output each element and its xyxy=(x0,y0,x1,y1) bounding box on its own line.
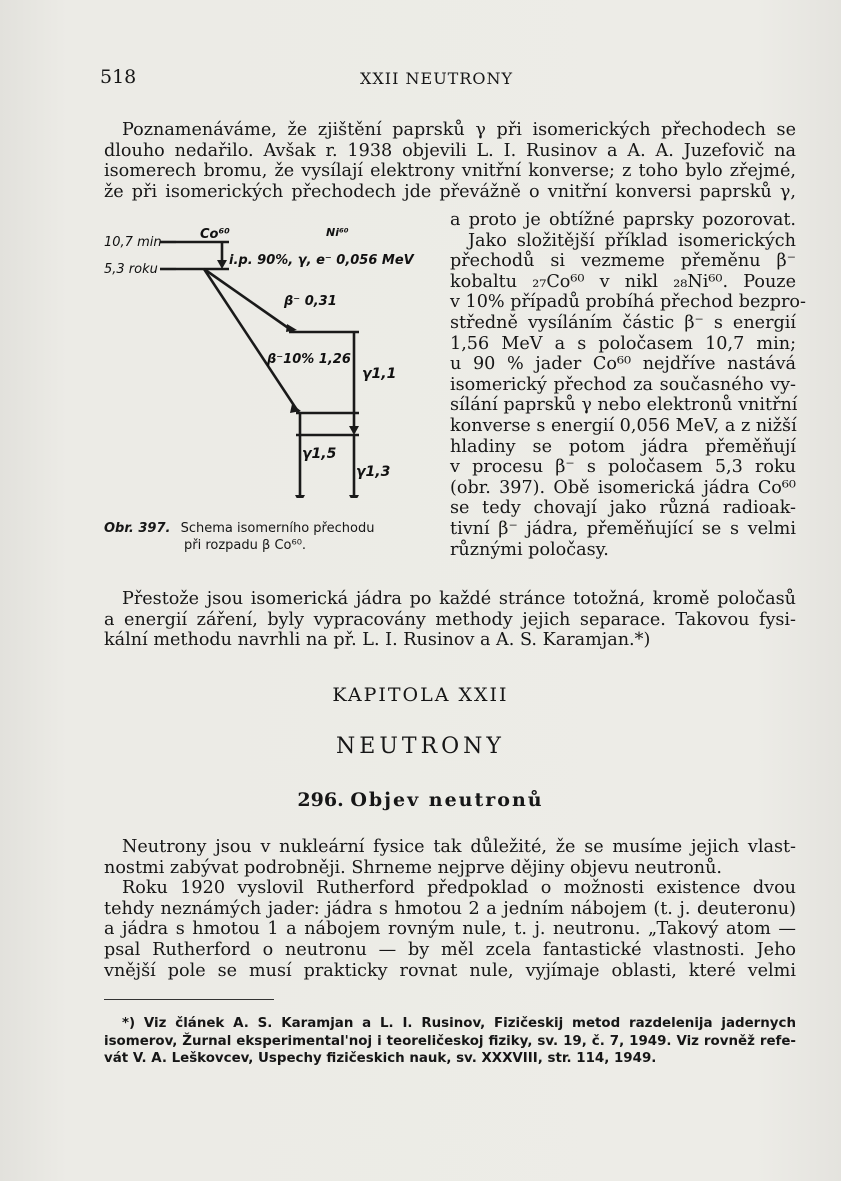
label-parent-nucleus: Co⁶⁰ xyxy=(200,228,230,242)
figure-caption xyxy=(104,520,424,554)
arrowhead xyxy=(349,495,359,498)
decay-scheme-diagram xyxy=(104,228,424,498)
text-line: a energií záření, byly vypracovány methody jejich separace. Takovou fysi- xyxy=(104,609,796,630)
text-line: přechodů si vezmeme přeměnu β⁻ xyxy=(450,251,796,272)
footnote-line: *) Viz článek A. S. Karamjan a L. I. Rusinov, Fizičeskij metod razdelenija jadernych xyxy=(122,1016,796,1031)
label-beta-branch-1: β⁻ 0,31 xyxy=(284,294,337,309)
caption-line-1: Schema isomerního přechodu xyxy=(180,521,375,536)
section-number: 296. xyxy=(297,789,344,811)
text-line: sílání paprsků γ nebo elektronů vnitřní xyxy=(450,395,798,416)
footnote-rule xyxy=(104,999,274,1000)
paragraph-isomeric-gamma xyxy=(104,120,796,202)
label-half-life-bottom: 5,3 roku xyxy=(104,262,158,277)
text-line: Jako složitější příklad isomerických xyxy=(468,230,796,251)
label-daughter-nucleus: Ni⁶⁰ xyxy=(326,228,349,239)
section-title: Objev neutronů xyxy=(350,789,544,811)
label-gamma-1-3: γ1,3 xyxy=(356,464,391,480)
footnote-line: isomerov, Žurnal eksperimental'noj i teoreličeskoj fiziky, sv. 19, č. 7, 1949. Viz rovněž refe- xyxy=(104,1033,796,1049)
footnote xyxy=(104,1015,796,1068)
caption-number: Obr. 397. xyxy=(104,521,171,536)
text-line: různými poločasy. xyxy=(450,539,609,560)
text-line: vnější pole se musí prakticky rovnat nule, vyjímaje oblasti, které velmi xyxy=(104,960,796,981)
text-line: a jádra s hmotou 1 a nábojem rovným nule, t. j. neutronu. „Takový atom — xyxy=(104,919,796,940)
label-isomeric-branch: i.p. 90%, γ, e⁻ 0,056 MeV xyxy=(229,253,414,268)
text-line: isomerech bromu, že vysílají elektrony vnitřní konverse; z toho bylo zřejmé, xyxy=(104,161,796,182)
text-line: středně vysíláním částic β⁻ s energií xyxy=(450,312,796,333)
page-number: 518 xyxy=(100,66,137,88)
label-half-life-top: 10,7 min xyxy=(104,235,162,250)
text-line: se tedy chovají jako různá radioak- xyxy=(450,498,796,519)
text-line: dlouho nedařilo. Avšak r. 1938 objevili L. I. Rusinov a A. A. Juzefovič na xyxy=(104,140,796,161)
text-line: Roku 1920 vyslovil Rutherford předpoklad o možnosti existence dvou xyxy=(122,878,796,899)
section-heading xyxy=(0,789,841,811)
text-line: že při isomerických přechodech jde převážně o vnitřní konversi paprsků γ, xyxy=(104,181,796,202)
label-gamma-1-1: γ1,1 xyxy=(362,366,397,382)
beta-decay-line-2 xyxy=(204,269,299,413)
footnote-line: vát V. A. Leškovcev, Uspechy fizičeskich nauk, sv. XXXVIII, str. 114, 1949. xyxy=(104,1051,657,1067)
running-head: XXII NEUTRONY xyxy=(360,69,514,88)
text-line: Přestože jsou isomerická jádra po každé stránce totožná, kromě poločasů xyxy=(122,589,796,609)
text-line: tehdy neznámých jader: jádra s hmotou 2 a jedním nábojem (t. j. deuteronu) xyxy=(104,898,796,919)
paragraph-neutron-history xyxy=(104,837,796,981)
paragraph-cobalt-example xyxy=(450,210,806,560)
arrowhead xyxy=(217,260,227,269)
text-line: hladiny se potom jádra přeměňují xyxy=(450,436,796,457)
chapter-title: NEUTRONY xyxy=(336,734,505,759)
decay-scheme-figure xyxy=(104,228,424,498)
arrowhead xyxy=(295,495,305,498)
arrowhead xyxy=(349,426,359,435)
text-line: kobaltu ₂₇Co⁶⁰ v nikl ₂₈Ni⁶⁰. Pouze xyxy=(450,271,796,292)
text-line: a proto je obtížné paprsky pozorovat. xyxy=(450,210,796,230)
text-line: u 90 % jader Co⁶⁰ nejdříve nastává xyxy=(450,354,796,375)
paragraph-separation xyxy=(104,589,796,651)
label-beta-branch-2: β⁻10% 1,26 xyxy=(267,352,351,367)
chapter-label: KAPITOLA XXII xyxy=(332,684,509,706)
text-line: v procesu β⁻ s poločasem 5,3 roku xyxy=(450,457,796,478)
caption-line-2: při rozpadu β Co⁶⁰. xyxy=(184,538,307,553)
text-line: konverse s energií 0,056 MeV, a z nižší xyxy=(450,415,797,436)
text-line: v 10% případů probíhá přechod bezpro- xyxy=(450,292,806,313)
text-line: tivní β⁻ jádra, přeměňující se s velmi xyxy=(450,518,796,539)
text-line: psal Rutherford o neutronu — by měl zcela fantastické vlastnosti. Jeho xyxy=(104,939,796,960)
text-line: kální methodu navrhli na př. L. I. Rusinov a A. S. Karamjan.*) xyxy=(104,630,651,651)
text-line: nostmi zabývat podrobněji. Shrneme nejprve dějiny objevu neutronů. xyxy=(104,857,723,878)
text-line: (obr. 397). Obě isomerická jádra Co⁶⁰ xyxy=(450,477,796,498)
text-line: 1,56 MeV a s poločasem 10,7 min; xyxy=(450,333,796,354)
beta-decay-line-1 xyxy=(204,269,294,332)
text-line: Poznamenáváme, že zjištění paprsků γ při isomerických přechodech se xyxy=(122,120,796,140)
text-line: isomerický přechod za současného vy- xyxy=(450,374,796,395)
text-line: Neutrony jsou v nukleární fysice tak důležité, že se musíme jejich vlast- xyxy=(122,837,796,857)
label-gamma-1-5: γ1,5 xyxy=(302,446,337,462)
